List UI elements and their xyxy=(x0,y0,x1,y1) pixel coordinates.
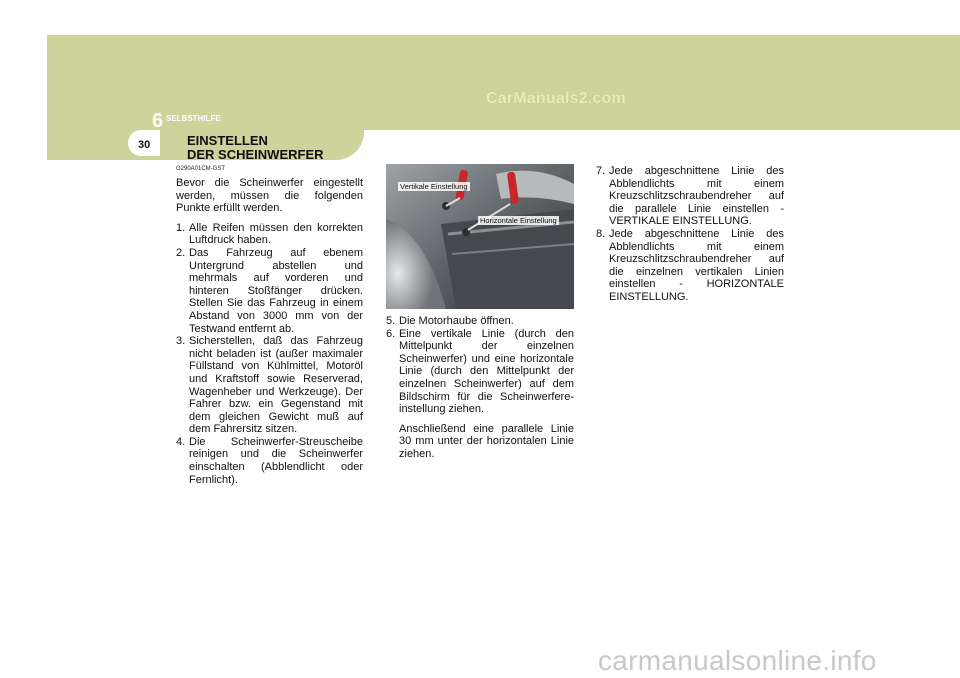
item-number: 1. xyxy=(176,221,186,234)
section-title-line2: DER SCHEINWERFER xyxy=(187,147,324,162)
list-item xyxy=(386,328,574,416)
item-text: Die Scheinwerfer-Streuscheibe reinigen und die Scheinwerfer einschalten (Abblendlicht oder Fernlicht). xyxy=(189,435,363,486)
item-number: 3. xyxy=(176,335,186,348)
item-text: Jede abgeschnittene Linie des Abblendlichts mit einem Kreuzschlitzschraubendreher auf die einzelnen vertikalen Linien einstellen - HORIZONTALE EINSTELLUNG. xyxy=(609,227,784,303)
step-list-2 xyxy=(386,315,574,416)
item-number: 7. xyxy=(596,165,606,177)
footer-watermark[interactable]: carmanualsonline.info xyxy=(598,645,877,676)
watermark-link[interactable]: CarManuals2.com xyxy=(486,90,626,107)
column-1 xyxy=(176,177,363,486)
list-item xyxy=(176,222,363,247)
item-text: Eine vertikale Linie (durch den Mittelpunkt der einzelnen Scheinwerfer) und eine horizontale Linie (durch den Mittelpunkt der einzelnen Scheinwerfer) auf dem Bildschirm für die Scheinwerfere-instellung ziehen. xyxy=(399,327,574,416)
list-item xyxy=(176,436,363,486)
section-title xyxy=(187,134,367,162)
step-list-3 xyxy=(596,165,784,304)
column-3 xyxy=(596,165,784,304)
item-number: 2. xyxy=(176,246,186,259)
section-code: G290A01CM-GST xyxy=(176,166,226,172)
column-2 xyxy=(386,315,574,468)
caption-horizontal: Horizontale Einstellung xyxy=(480,216,557,225)
item-number: 8. xyxy=(596,227,606,240)
item-text: Das Fahrzeug auf ebenem Untergrund abstellen und mehrmals auf vorderen und hinteren Stoßfänger drücken. Stellen Sie das Fahrzeug in einem Abstand von 3000 mm von der Testwand entfernt ab. xyxy=(189,246,363,335)
header-band-lower xyxy=(47,130,140,160)
chapter-number: 6 xyxy=(152,110,164,132)
list-item xyxy=(596,228,784,304)
item-text: Die Motorhaube öffnen. xyxy=(399,315,514,327)
list-item xyxy=(176,335,363,436)
item-number: 6. xyxy=(386,327,396,340)
item-text: Sicherstellen, daß das Fahrzeug nicht beladen ist (außer maximaler Füllstand von Kühlmittel, Motoröl und Kraftstoff sowie Reserverad, Wagenheber und Werkzeuge). Der Fahrer bzw. ein Gegenstand mit dem gleichen Gewicht muß auf dem Fahrersitz sitzen. xyxy=(189,335,363,436)
list-item xyxy=(386,315,574,328)
chapter-title: SELBSTHILFE xyxy=(166,114,221,123)
headlight-adjustment-photo xyxy=(386,164,574,309)
list-item xyxy=(176,247,363,335)
step-list-1 xyxy=(176,222,363,486)
section-title-line1: EINSTELLEN xyxy=(187,133,268,148)
followup-paragraph: Anschließend eine parallele Linie 30 mm unter der horizontalen Linie ziehen. xyxy=(399,422,574,460)
item-text: Jede abgeschnittene Linie des Abblendlichts mit einem Kreuzschlitzschraubendreher auf die parallele Linie einstellen - VERTIKALE EINSTELLUNG. xyxy=(609,165,784,228)
page-number: 30 xyxy=(138,139,151,151)
list-item xyxy=(596,165,784,228)
caption-vertical: Vertikale Einstellung xyxy=(400,182,468,191)
intro-paragraph: Bevor die Scheinwerfer eingestellt werden, müssen die folgenden Punkte erfüllt werden. xyxy=(176,177,363,215)
item-number: 4. xyxy=(176,435,186,448)
item-text: Alle Reifen müssen den korrekten Luftdruck haben. xyxy=(189,221,363,247)
item-number: 5. xyxy=(386,315,396,327)
